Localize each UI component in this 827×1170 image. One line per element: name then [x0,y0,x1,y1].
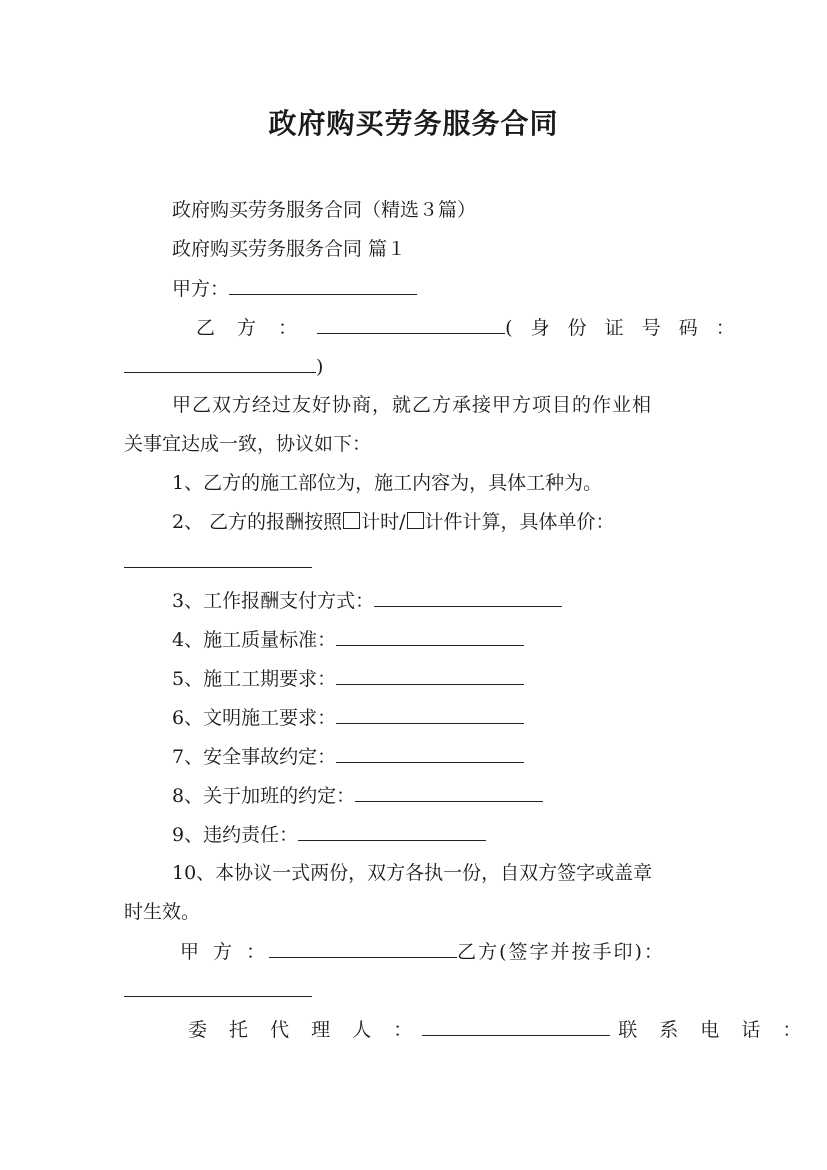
clause-9 [172,822,486,847]
clause-7-blank [336,744,524,763]
clause-2 [172,510,615,534]
agent-line [188,1017,809,1042]
section-heading: 政府购买劳务服务合同 篇１ [172,238,407,260]
party-a-blank [229,276,417,295]
intro-line-2: 关事宜达成一致，协议如下： [124,433,372,455]
phone-label: 联 系 电 话 ： [618,1019,810,1041]
sign-b-blank [124,978,312,997]
clause-2-text-a: 2、 乙方的报酬按照 [172,511,343,533]
clause-7 [172,744,524,769]
clause-9-label: 9、违约责任： [172,824,299,846]
sign-b-blank-line [124,978,312,1003]
intro-line-1: 甲乙双方经过友好协商，就乙方承接甲方项目的作业相 [172,394,653,416]
agent-label: 委 托 代 理 人 ： [188,1019,421,1041]
clause-1: 1、乙方的施工部位为，施工内容为，具体工种为。 [172,472,603,494]
clause-4-label: 4、施工质量标准： [172,629,337,651]
clause-8-blank [355,783,543,802]
sign-b-label: 乙方(签字并按手印)： [457,941,665,963]
sign-a-label: 甲 方 ： [180,941,270,963]
clause-5 [172,666,524,691]
clause-10-line-1: 10、本协议一式两份，双方各执一份，自双方签字或盖章 [172,862,653,884]
sign-a-blank [269,939,457,958]
clause-3-label: 3、工作报酬支付方式： [172,590,375,612]
party-a-line [172,276,417,301]
clause-6 [172,705,524,730]
clause-7-label: 7、安全事故约定： [172,746,337,768]
clause-2-blank-line [124,549,312,574]
clause-2-text-c: 计件计算，具体单价： [424,511,615,533]
clause-8 [172,783,543,808]
clause-9-blank [298,822,486,841]
id-label: ( 身 份 证 号 码 ： [505,317,741,339]
close-paren: ) [316,356,324,378]
subtitle: 政府购买劳务服务合同（精选３篇） [172,199,477,221]
unit-price-blank [124,549,312,568]
party-b-blank [317,315,505,334]
agent-blank [422,1017,610,1036]
clause-3-blank [374,588,562,607]
checkbox-hourly[interactable] [343,512,360,529]
signature-line [180,939,665,964]
id-number-blank [124,354,316,373]
clause-6-blank [336,705,524,724]
checkbox-piecework[interactable] [407,512,424,529]
document-title: 政府购买劳务服务合同 [268,107,559,140]
id-number-line [124,354,323,379]
party-b-label: 乙 方 ： [196,317,306,339]
clause-5-label: 5、施工工期要求： [172,668,337,690]
clause-4 [172,627,524,652]
clause-4-blank [336,627,524,646]
party-b-line [196,315,741,340]
clause-10-line-2: 时生效。 [124,901,201,923]
clause-5-blank [336,666,524,685]
party-a-label: 甲方： [172,278,230,300]
clause-8-label: 8、关于加班的约定： [172,785,356,807]
clause-2-text-b: 计时/ [361,511,406,533]
clause-6-label: 6、文明施工要求： [172,707,337,729]
clause-3 [172,588,562,613]
